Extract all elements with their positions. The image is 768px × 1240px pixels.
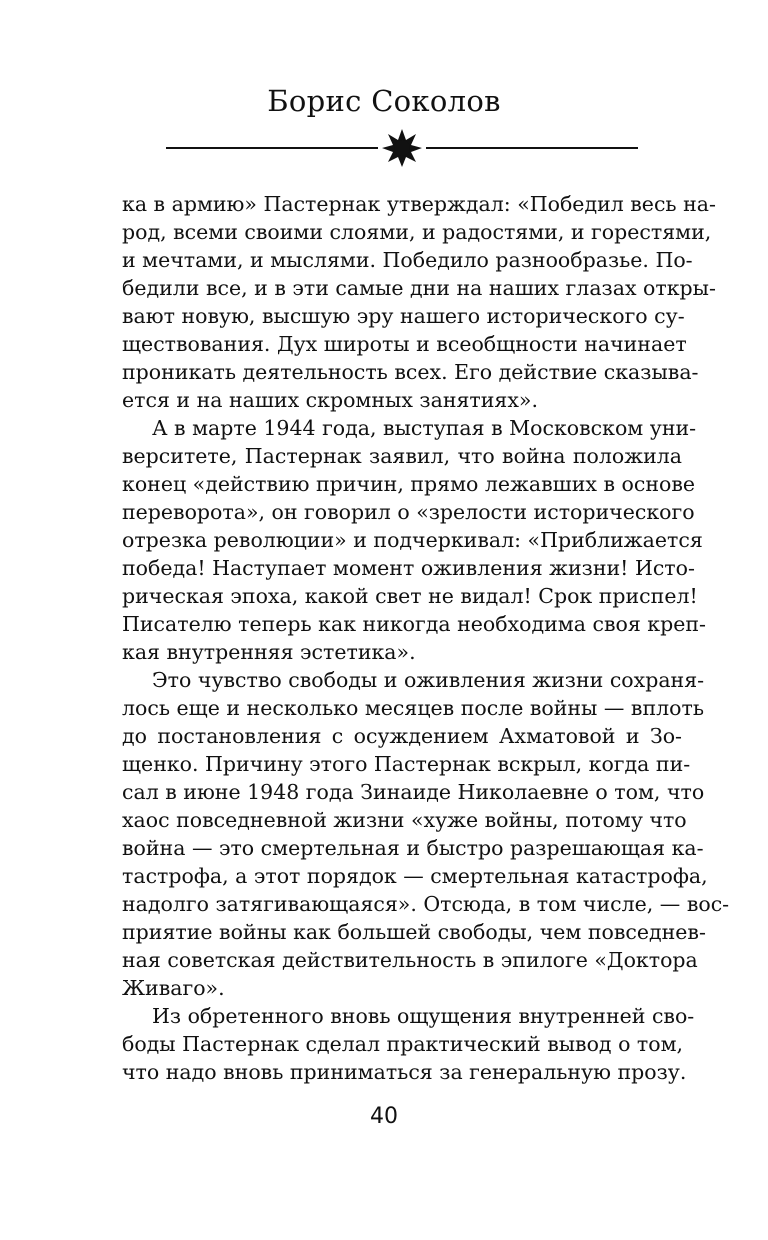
paragraph [122,1002,695,1086]
text-line: лось еще и несколько месяцев после войны — вплоть [122,696,704,720]
text-line: приятие войны как большей свободы, чем повседнев- [122,920,706,944]
text-line: конец «действию причин, прямо лежавших в основе [122,472,696,496]
paragraph [122,190,716,414]
text-line: боды Пастернак сделал практический вывод о том, [122,1032,684,1056]
text-line: проникать деятельность всех. Его действие сказыва- [122,360,699,384]
header-ornament [166,128,638,168]
star-burst-icon [382,129,422,167]
text-line: кая внутренняя эстетика». [122,640,416,664]
text-line: Из обретенного вновь ощущения внутренней сво- [152,1004,695,1028]
text-line: ществования. Дух широты и всеобщности начинает [122,332,687,356]
text-line: надолго затягивающаяся». Отсюда, в том числе, — вос- [122,892,730,916]
text-line: отрезка революции» и подчеркивал: «Приближается [122,528,703,552]
text-line: верситете, Пастернак заявил, что война положила [122,444,682,468]
text-line: тастрофа, а этот порядок — смертельная катастрофа, [122,864,708,888]
text-line: вают новую, высшую эру нашего исторического су- [122,304,685,328]
text-line: род, всеми своими слоями, и радостями, и горестями, [122,220,712,244]
paragraph [122,414,706,666]
text-line: Писателю теперь как никогда необходима своя креп- [122,612,706,636]
text-line: победа! Наступает момент оживления жизни! Исто- [122,556,695,580]
text-line: Это чувство свободы и оживления жизни сохраня- [152,668,705,692]
text-line: бедили все, и в эти самые дни на наших глазах откры- [122,276,716,300]
text-line: щенко. Причину этого Пастернак вскрыл, когда пи- [122,752,691,776]
text-line: ется и на наших скромных занятиях». [122,388,538,412]
page-body [122,190,730,1086]
text-line: Живаго». [122,976,225,1000]
text-line: война — это смертельная и быстро разрешающая ка- [122,836,704,860]
text-line: сал в июне 1948 года Зинаиде Николаевне о том, что [122,780,705,804]
text-line: до постановления с осуждением Ахматовой и Зо- [122,724,682,748]
page-number: 40 [370,1104,398,1129]
text-line: хаос повседневной жизни «хуже войны, потому что [122,808,687,832]
paragraph [122,666,730,1002]
text-line: ка в армию» Пастернак утверждал: «Победил весь на- [122,192,716,216]
author-name: Борис Соколов [267,84,501,118]
text-line: рическая эпоха, какой свет не видал! Срок приспел! [122,584,698,608]
text-line: переворота», он говорил о «зрелости исторического [122,500,695,524]
text-line: и мечтами, и мыслями. Победило разнообразье. По- [122,248,693,272]
text-line: А в марте 1944 года, выступая в Московском уни- [152,416,697,440]
text-line: что надо вновь приниматься за генеральную прозу. [122,1060,687,1084]
text-line: ная советская действительность в эпилоге «Доктора [122,948,698,972]
